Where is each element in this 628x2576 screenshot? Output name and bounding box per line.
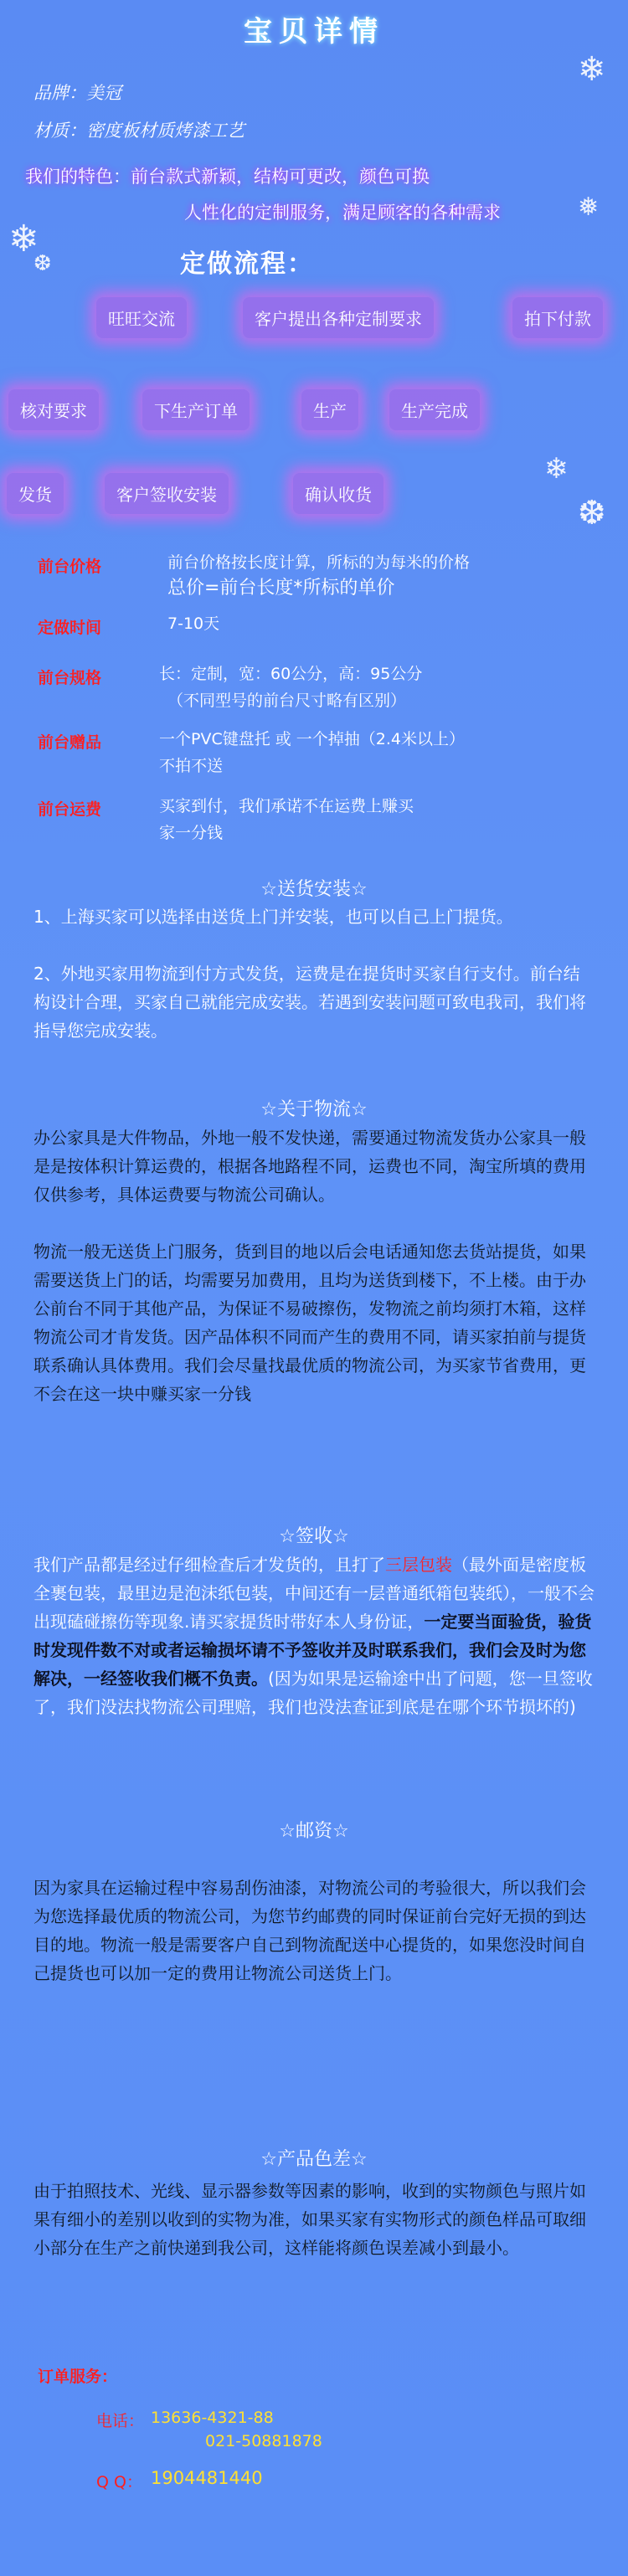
gift-value: 一个PVC键盘托 或 一个掉抽（2.4米以上） xyxy=(159,730,466,748)
price-label: 前台价格 xyxy=(38,558,102,576)
signoff-packaging-highlight: 三层包装 xyxy=(385,1555,452,1575)
brand-line: 品牌：美冠 xyxy=(33,83,121,103)
logistics-title: ☆关于物流☆ xyxy=(260,1099,368,1120)
color-paragraph: 由于拍照技术、光线、显示器参数等因素的影响，收到的实物颜色与照片如果有细小的差别以收到的实物为准，如果买家有实物形式的颜色样品可取细小部分在生产之前快递到我公司，这样能将颜色误差减小到最小。 xyxy=(33,2181,586,2258)
color-title: ☆产品色差☆ xyxy=(260,2149,368,2170)
size-value: 长：定制，宽：60公分，高：95公分 xyxy=(159,665,423,683)
time-value: 7-10天 xyxy=(167,614,220,633)
process-step: 生产 xyxy=(301,389,358,430)
snowflake-decoration: ❄ xyxy=(8,218,39,260)
logistics-paragraph-1: 办公家具是大件物品，外地一般不发快递，需要通过物流发货办公家具一般是是按体积计算运费的，根据各地路程不同，运费也不同，淘宝所填的费用仅供参考，具体运费要与物流公司确认。 xyxy=(33,1128,586,1205)
signoff-paragraph xyxy=(33,1550,595,1721)
phone-number-1[interactable]: 13636-4321-88 xyxy=(151,2409,274,2427)
signoff-text-c: (因为如果是运输途中出了问题，您一旦签收了，我们没法找物流公司理赔，我们也没法查证到底是在哪个环节损坏的) xyxy=(33,1668,593,1717)
snowflake-decoration: ❆ xyxy=(33,251,52,276)
size-note: （不同型号的前台尺寸略有区别） xyxy=(167,692,407,710)
delivery-paragraph-2: 2、外地买家用物流到付方式发货，运费是在提货时买家自行支付。前台结构设计合理，买家自己就能完成安装。若遇到安装问题可致电我司，我们将指导您完成安装。 xyxy=(33,964,586,1041)
material-line: 材质：密度板材质烤漆工艺 xyxy=(33,121,245,141)
order-service-title: 订单服务： xyxy=(38,2368,118,2386)
process-step: 生产完成 xyxy=(389,389,480,430)
courier-title: ☆邮资☆ xyxy=(279,1821,349,1842)
process-step: 发货 xyxy=(7,473,64,514)
snowflake-decoration: ❅ xyxy=(578,193,600,222)
size-label: 前台规格 xyxy=(38,669,102,687)
shipping-value-2: 家一分钱 xyxy=(159,824,224,842)
gift-label: 前台赠品 xyxy=(38,733,102,752)
phone-label: 电话： xyxy=(96,2412,145,2430)
features-line-1: 我们的特色：前台款式新颖，结构可更改，颜色可换 xyxy=(25,167,430,187)
process-step: 下生产订单 xyxy=(142,389,250,430)
process-step: 旺旺交流 xyxy=(96,297,187,338)
process-step: 拍下付款 xyxy=(512,297,603,338)
process-step: 确认收货 xyxy=(293,473,383,514)
snowflake-decoration: ❄ xyxy=(544,452,569,486)
delivery-paragraph-1: 1、上海买家可以选择由送货上门并安装，也可以自己上门提货。 xyxy=(33,907,513,927)
page-title: 宝贝详情 xyxy=(244,15,384,49)
courier-paragraph: 因为家具在运输过程中容易刮伤油漆，对物流公司的考验很大，所以我们会为您选择最优质的物流公司，为您节约邮费的同时保证前台完好无损的到达目的地。物流一般是需要客户自己到物流配送中心提货的，如果您没时间自己提货也可以加一定的费用让物流公司送货上门。 xyxy=(33,1878,586,1983)
process-step: 核对要求 xyxy=(8,389,99,430)
snowflake-decoration: ❆ xyxy=(578,494,606,532)
time-label: 定做时间 xyxy=(38,619,102,637)
process-step: 客户提出各种定制要求 xyxy=(243,297,434,338)
signoff-text-a: 我们产品都是经过仔细检查后才发货的，且打了 xyxy=(33,1555,385,1575)
delivery-title: ☆送货安装☆ xyxy=(260,879,368,900)
gift-note: 不拍不送 xyxy=(159,757,224,775)
snowflake-decoration: ❄ xyxy=(578,50,606,89)
phone-number-2[interactable]: 021-50881878 xyxy=(205,2432,322,2450)
process-title: 定做流程： xyxy=(180,249,314,279)
process-step: 客户签收安装 xyxy=(105,473,229,514)
price-formula: 总价=前台长度*所标的单价 xyxy=(167,578,395,599)
logistics-paragraph-2: 物流一般无送货上门服务，货到目的地以后会电话通知您去货站提货，如果需要送货上门的话，均需要另加费用，且均为送货到楼下，不上楼。由于办公前台不同于其他产品，为保证不易破擦伤，发物流之前均须打木箱，这样物流公司才肯发货。因产品体积不同而产生的费用不同，请买家拍前与提货联系确认具体费用。我们会尽量找最优质的物流公司，为买家节省费用，更不会在这一块中赚买家一分钱 xyxy=(33,1242,586,1404)
signoff-text-b: （最外面是密度板全裹包装，最里边是泡沫纸包装，中间还有一层普通纸箱包装纸），一般不会出现磕碰擦伤等现象.请买家提货时带好本人身份证， xyxy=(33,1555,595,1632)
qq-number[interactable]: 1904481440 xyxy=(151,2468,263,2488)
signoff-title: ☆签收☆ xyxy=(279,1526,349,1547)
qq-label: Q Q： xyxy=(96,2473,142,2491)
signoff-warning: 一定要当面验货，验货时发现件数不对或者运输损坏请不予签收并及时联系我们，我们会及时为您解决，一经签收我们概不负责。 xyxy=(33,1612,592,1689)
features-line-2: 人性化的定制服务，满足顾客的各种需求 xyxy=(184,203,501,223)
shipping-value-1: 买家到付，我们承诺不在运费上赚买 xyxy=(159,797,414,815)
price-value: 前台价格按长度计算，所标的为每米的价格 xyxy=(167,553,471,572)
shipping-label: 前台运费 xyxy=(38,800,102,819)
